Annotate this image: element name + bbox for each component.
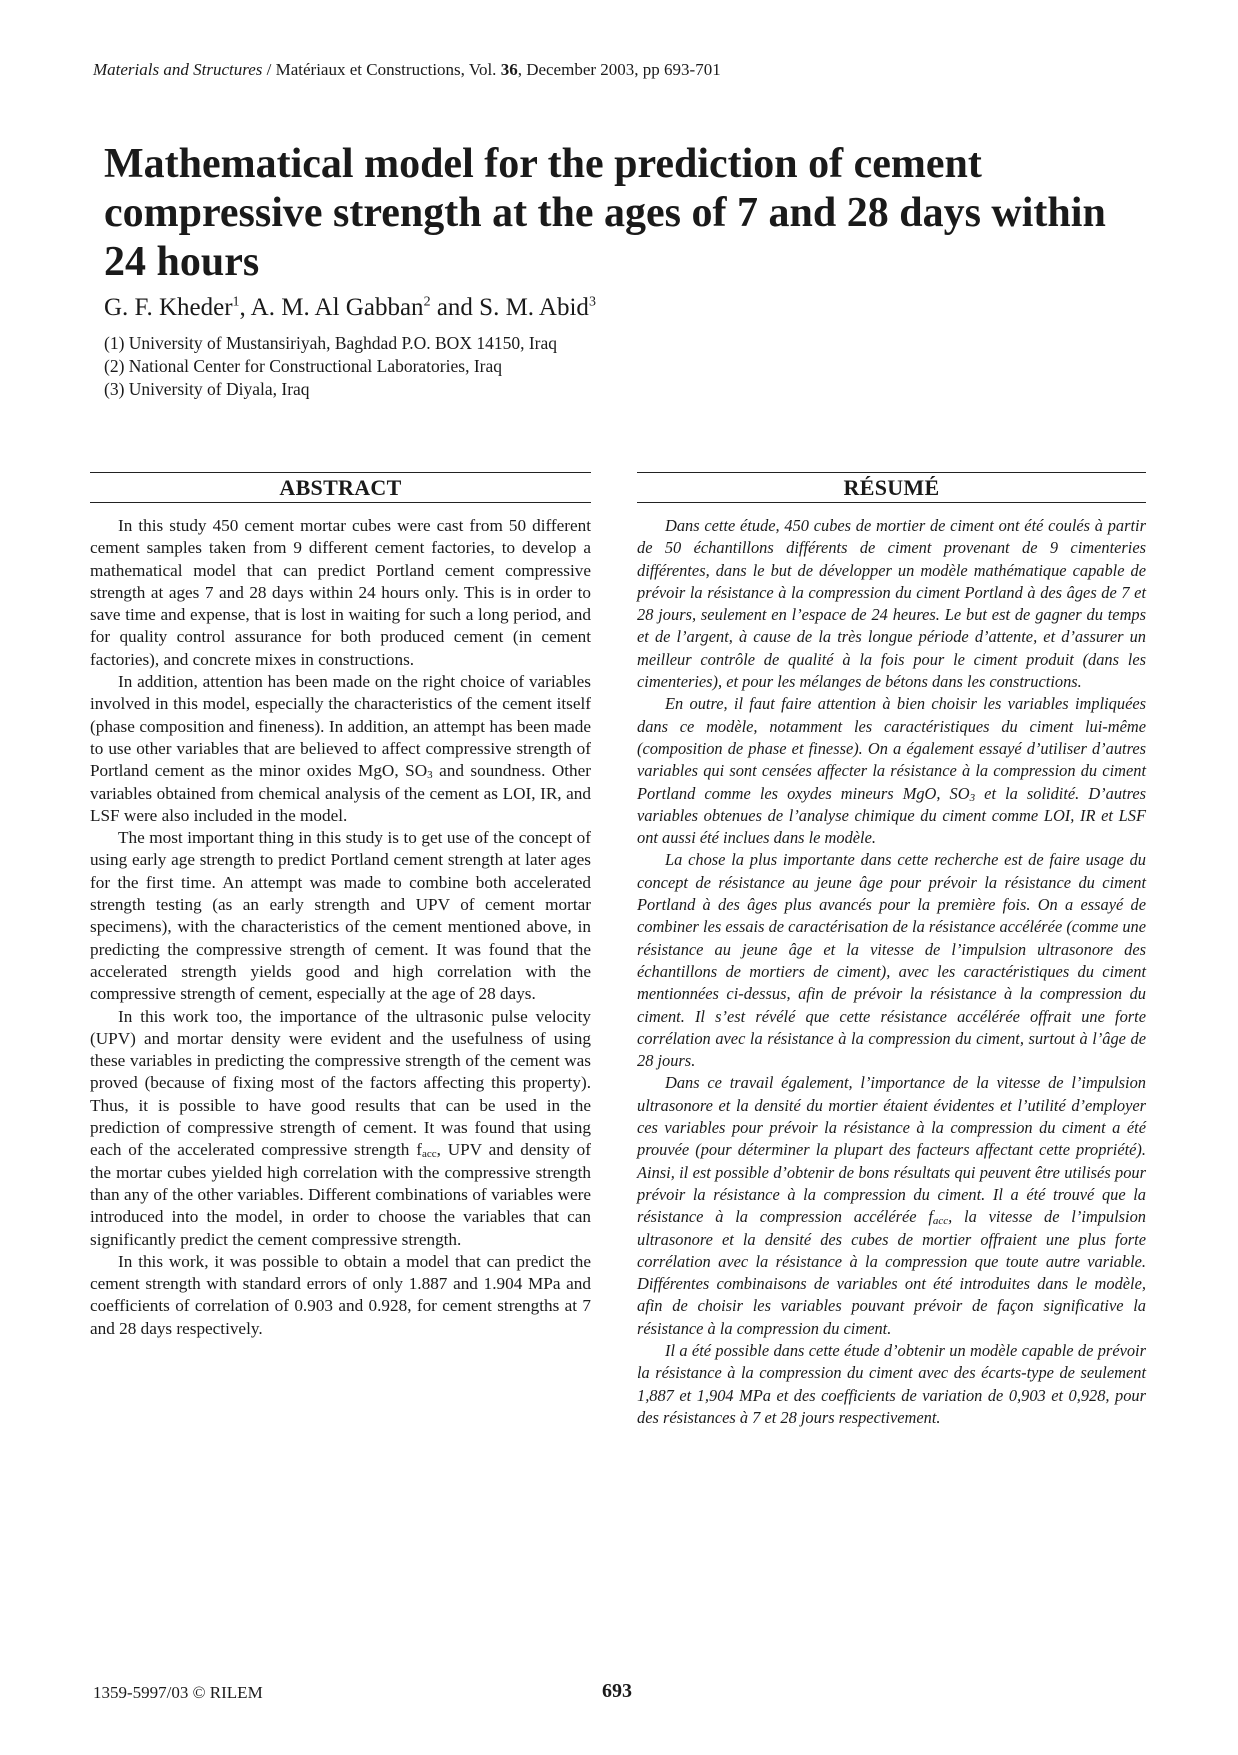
resume-paragraph: En outre, il faut faire attention à bien choisir les variables impliquées dans ce modèle, notamment les caractéristiques du ciment lui-même (composition de phase et finesse). On a également essayé d’utiliser d’autres variables qui sont censées affecter la résistance à la compression du ciment Portland comme les oxydes mineurs MgO, $SO_3$ et la solidité. D’autres variables obtenues de l’analyse chimique du ciment comme LOI, IR et LSF ont aussi été inclues dans le modèle.: [637, 694, 1146, 848]
resume-section: [637, 472, 1146, 1429]
journal-volume: 36: [500, 60, 518, 79]
author-name: A. M. Al Gabban: [250, 294, 424, 321]
affiliation: (2) National Center for Constructional Laboratories, Iraq: [104, 356, 502, 376]
journal-name-fr: / Matériaux et Constructions, Vol.: [266, 60, 497, 79]
author-affil-mark: 2: [423, 294, 431, 310]
journal-header: [93, 60, 721, 80]
abstract-paragraph: In this work too, the importance of the ultrasonic pulse velocity (UPV) and mortar density were evident and the usefulness of using these variables in predicting the compressive strength of the cement was proved (because of fixing most of the factors affecting this property). Thus, it is possible to have good results that can be used in the prediction of compressive strength of cement. It was found that using each of the accelerated compressive strength $f_{acc}$, UPV and density of the mortar cubes yielded high correlation with the compressive strength than any of the other variables. Different combinations of variables were introduced into the model, in order to choose the variables that can significantly predict the cement compressive strength.: [90, 1006, 591, 1249]
affiliation-list: [104, 332, 557, 401]
journal-name: Materials and Structures: [93, 60, 263, 79]
abstract-section: [90, 472, 591, 1340]
abstract-paragraph: In addition, attention has been made on the right choice of variables involved in this model, especially the characteristics of the cement itself (phase composition and fineness). In addition, an attempt has been made to use other variables that are believed to affect compressive strength of Portland cement as the minor oxides MgO, $SO_3$ and soundness. Other variables obtained from chemical analysis of the cement as LOI, IR, and LSF were also included in the model.: [90, 672, 591, 825]
resume-paragraph: Dans cette étude, 450 cubes de mortier de ciment ont été coulés à partir de 50 échantillons différents de ciment provenant de 9 cimenteries différentes, dans le but de développer un modèle mathématique capable de prévoir la résistance à la compression du ciment Portland à des âges de 7 et 28 jours, seulement en l’espace de 24 heures. Le but est de gagner du temps et de l’argent, à cause de la très longue période d’attente, et d’assurer un meilleur contrôle de qualité à la fois pour le ciment produit (dans les cimenteries), et pour les mélanges de bétons dans les constructions.: [637, 516, 1146, 692]
page-number: 693: [602, 1680, 632, 1702]
author-affil-mark: 3: [588, 294, 596, 310]
abstract-body: [90, 515, 591, 1340]
resume-heading: RÉSUMÉ: [637, 472, 1146, 503]
issn-copyright: 1359-5997/03 © RILEM: [93, 1683, 263, 1702]
author-list: G. F. Kheder$^1$, A. M. Al Gabban$^2$ and S. M. Abid$^3$: [104, 294, 596, 321]
author-name: G. F. Kheder: [104, 294, 233, 321]
resume-paragraph: La chose la plus importante dans cette recherche est de faire usage du concept de résistance au jeune âge pour prévoir la résistance du ciment Portland à des âges plus avancés pour la première fois. On a essayé de combiner les essais de caractérisation de la résistance accélérée (comme une résistance au jeune âge et la vitesse de l’impulsion ultrasonore des échantillons de mortiers de ciment), avec les caractéristiques du ciment mentionnées ci-dessus, afin de prévoir la résistance à la compression du ciment. Il s’est révélé que cette résistance accélérée offrait une forte corrélation avec la résistance à la compression du ciment, surtout à l’âge de 28 jours.: [637, 850, 1146, 1071]
journal-issue: , December 2003, pp 693-701: [517, 60, 721, 79]
resume-body: [637, 515, 1146, 1429]
affiliation: (1) University of Mustansiriyah, Baghdad P.O. BOX 14150, Iraq: [104, 333, 558, 353]
author-name: S. M. Abid: [479, 294, 589, 321]
resume-paragraph: Il a été possible dans cette étude d’obtenir un modèle capable de prévoir la résistance à la compression du ciment avec des écarts-type de seulement 1,887 et 1,904 MPa et des coefficients de variation de 0,903 et 0,928, pour des résistances à 7 et 28 jours respectivement.: [637, 1340, 1146, 1427]
resume-paragraph: Dans ce travail également, l’importance de la vitesse de l’impulsion ultrasonore et la densité du mortier étaient évidentes et l’utilité d’employer ces variables pour prévoir la résistance à la compression du ciment a été prouvée (pour déterminer la plupart des facteurs affectant cette propriété). Ainsi, il est possible d’obtenir de bons résultats qui peuvent être utilisés pour prévoir la résistance à la compression du ciment. Il a été trouvé que la résistance à la compression accélérée $f_{acc}$, la vitesse de l’impulsion ultrasonore et la densité des cubes de mortier offraient une plus forte corrélation avec la résistance à la compression que toute autre variable. Différentes combinaisons de variables ont été introduites dans le modèle, afin de choisir les variables pouvant prévoir de façon significative la résistance à la compression du ciment.: [637, 1073, 1146, 1338]
abstract-heading: ABSTRACT: [90, 472, 591, 503]
affiliation: (3) University of Diyala, Iraq: [104, 379, 310, 399]
abstract-paragraph: In this study 450 cement mortar cubes were cast from 50 different cement samples taken from 9 different cement factories, to develop a mathematical model that can predict Portland cement compressive strength at ages 7 and 28 days within 24 hours only. This is in order to save time and expense, that is lost in waiting for such a long period, and for quality control assurance for both produced cement (in cement factories), and concrete mixes in constructions.: [90, 516, 591, 669]
abstract-paragraph: In this work, it was possible to obtain a model that can predict the cement strength with standard errors of only 1.887 and 1.904 MPa and coefficients of correlation of 0.903 and 0.928, for cement strengths at 7 and 28 days respectively.: [90, 1251, 591, 1338]
paper-title: Mathematical model for the prediction of cement compressive strength at the ages of 7 and 28 days within 24 hours: [104, 141, 1106, 285]
abstract-paragraph: The most important thing in this study is to get use of the concept of using early age strength to predict Portland cement strength at later ages for the first time. An attempt was made to combine both accelerated strength testing (as an early strength and UPV of cement mortar specimens), with the characteristics of the cement mentioned above, in predicting the compressive strength of cement. It was found that the accelerated strength yields good and high correlation with the compressive strength of cement, especially at the age of 28 days.: [90, 828, 591, 1004]
author-affil-mark: 1: [232, 294, 240, 310]
